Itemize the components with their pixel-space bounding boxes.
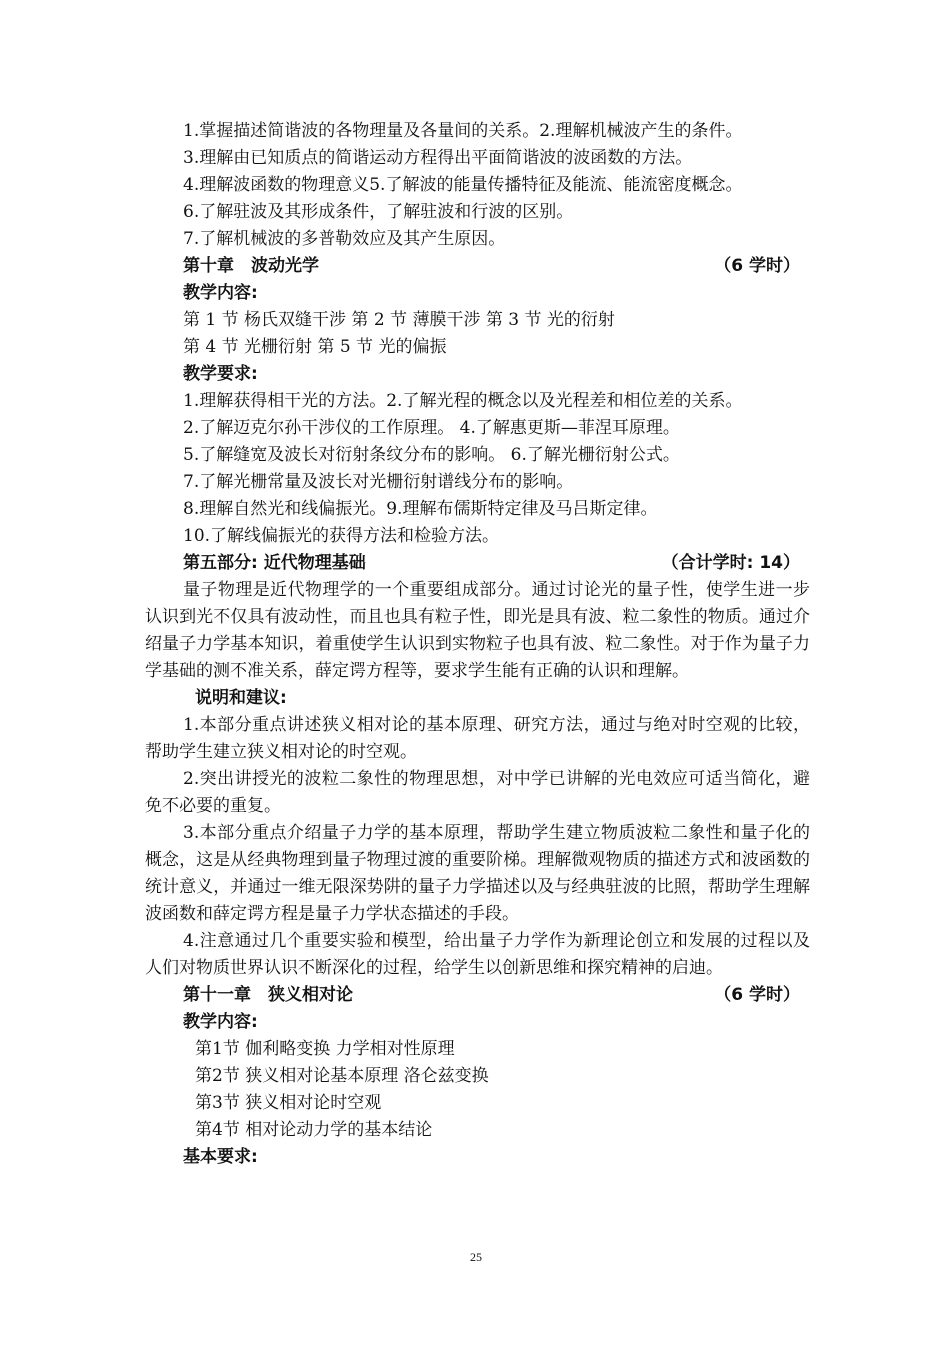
chapter-11-heading <box>145 982 810 1009</box>
req-line: 3.理解由已知质点的简谐运动方程得出平面简谐波的波函数的方法。 <box>183 148 693 168</box>
chapter-hours: （6 学时） <box>714 256 800 276</box>
part-title: 第五部分: 近代物理基础 <box>183 553 366 573</box>
note-paragraph: 4.注意通过几个重要实验和模型，给出量子力学作为新理论创立和发展的过程以及人们对物质世界认识不断深化的过程，给学生以创新思维和探究精神的启迪。 <box>145 931 810 978</box>
part-5-heading <box>145 550 810 577</box>
content-line: 第 4 节 光栅衍射 第 5 节 光的偏振 <box>183 337 447 357</box>
note-paragraph: 2.突出讲授光的波粒二象性的物理思想，对中学已讲解的光电效应可适当简化，避免不必要的重复。 <box>145 769 810 816</box>
req-line: 4.理解波函数的物理意义5.了解波的能量传播特征及能流、能流密度概念。 <box>183 175 743 195</box>
req-line: 6.了解驻波及其形成条件，了解驻波和行波的区别。 <box>183 202 574 222</box>
page-number: 25 <box>470 1250 482 1264</box>
req-line: 7.了解光栅常量及波长对光栅衍射谱线分布的影响。 <box>183 472 574 492</box>
content-line: 第3节 狭义相对论时空观 <box>195 1093 382 1113</box>
req-line: 5.了解缝宽及波长对衍射条纹分布的影响。 6.了解光栅衍射公式。 <box>183 445 680 465</box>
page-content <box>145 118 810 1171</box>
requirements-label: 基本要求: <box>183 1147 258 1167</box>
content-line: 第 1 节 杨氏双缝干涉 第 2 节 薄膜干涉 第 3 节 光的衍射 <box>183 310 615 330</box>
content-line: 第4节 相对论动力学的基本结论 <box>195 1120 433 1140</box>
req-line: 1.理解获得相干光的方法。2.了解光程的概念以及光程差和相位差的关系。 <box>183 391 743 411</box>
part-hours: （合计学时: 14） <box>661 553 800 573</box>
requirements-label: 教学要求: <box>183 364 258 384</box>
chapter-title: 第十一章 狭义相对论 <box>183 985 353 1005</box>
content-line: 第1节 伽利略变换 力学相对性原理 <box>195 1039 455 1059</box>
req-line: 7.了解机械波的多普勒效应及其产生原因。 <box>183 229 506 249</box>
req-line: 8.理解自然光和线偏振光。9.理解布儒斯特定律及马吕斯定律。 <box>183 499 658 519</box>
part-intro-paragraph: 量子物理是近代物理学的一个重要组成部分。通过讨论光的量子性，使学生进一步认识到光不仅具有波动性，而且也具有粒子性，即光是具有波、粒二象性的物质。通过介绍量子力学基本知识，着重使学生认识到实物粒子也具有波、粒二象性。对于作为量子力学基础的测不准关系，薛定谔方程等，要求学生能有正确的认识和理解。 <box>145 580 810 681</box>
chapter-title: 第十章 波动光学 <box>183 256 319 276</box>
notes-label: 说明和建议: <box>195 688 287 708</box>
content-line: 第2节 狭义相对论基本原理 洛仑兹变换 <box>195 1066 489 1086</box>
req-line: 2.了解迈克尔孙干涉仪的工作原理。 4.了解惠更斯—菲涅耳原理。 <box>183 418 680 438</box>
note-paragraph: 3.本部分重点介绍量子力学的基本原理，帮助学生建立物质波粒二象性和量子化的概念，这是从经典物理到量子物理过渡的重要阶梯。理解微观物质的描述方式和波函数的统计意义，并通过一维无限深势阱的量子力学描述以及与经典驻波的比照，帮助学生理解波函数和薛定谔方程是量子力学状态描述的手段。 <box>145 823 810 924</box>
req-line: 10.了解线偏振光的获得方法和检验方法。 <box>183 526 500 546</box>
note-paragraph: 1.本部分重点讲述狭义相对论的基本原理、研究方法，通过与绝对时空观的比较，帮助学生建立狭义相对论的时空观。 <box>145 715 810 762</box>
req-line: 1.掌握描述简谐波的各物理量及各量间的关系。2.理解机械波产生的条件。 <box>183 121 743 141</box>
content-label: 教学内容: <box>183 283 258 303</box>
content-label: 教学内容: <box>183 1012 258 1032</box>
chapter-hours: （6 学时） <box>714 985 800 1005</box>
chapter-10-heading <box>145 253 810 280</box>
